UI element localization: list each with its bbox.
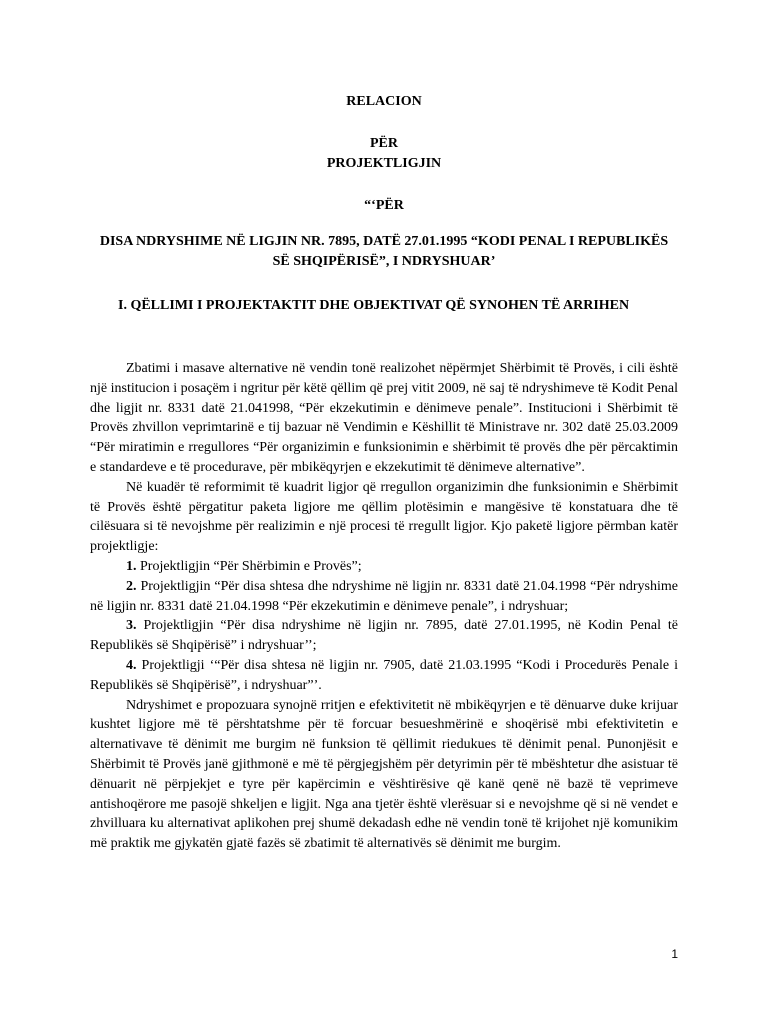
page-number: 1 [671, 947, 678, 961]
paragraph: Në kuadër të reformimit të kuadrit ligjor që rregullon organizimin dhe funksionimin e Shërbimit të Provës është përgatitur paketa ligjore me qëllim plotësimin e mangësive të konstatuara dhe të cilësuara si të nevojshme për realizimin e një procesi të rregullt ligjor. Kjo paketë ligjore përmban katër projektligje: [90, 479, 678, 555]
list-item [90, 616, 678, 656]
list-item-text: Projektligjin “Për Shërbimin e Provës”; [140, 558, 362, 574]
document-title: RELACION [346, 94, 422, 109]
title-line-projektligjin: PROJEKTLIGJIN [326, 156, 442, 171]
list-item-text: Projektligjin “Për disa shtesa dhe ndryshime në ligjin nr. 8331 datë 21.04.1998 “Për ndryshime në ligjin nr. 8331 datë 21.04.1998 “Për ekzekutimin e dënimeve penale”, i ndryshuar; [90, 578, 678, 614]
section-heading: I. QËLLIMI I PROJEKTAKTIT DHE OBJEKTIVAT QË SYNOHEN TË ARRIHEN [118, 298, 630, 313]
document-body [90, 359, 678, 854]
list-item-number: 2. [126, 578, 137, 594]
list-item [90, 577, 678, 617]
title-line-quote-per: “‘PËR [364, 198, 404, 213]
list-item [90, 656, 678, 696]
list-item-text: Projektligji ‘“Për disa shtesa në ligjin nr. 7905, datë 21.03.1995 “Kodi i Procedurës Penale i Republikës së Shqipërisë”, i ndryshuar”’. [90, 657, 678, 693]
title-line-per: PËR [370, 136, 398, 151]
list-item-number: 3. [126, 618, 137, 634]
list-item-number: 4. [126, 657, 137, 673]
list-item-number: 1. [126, 558, 137, 574]
list-item-text: Projektligjin “Për disa ndryshime në ligjin nr. 7895, datë 27.01.1995, në Kodin Penal të Republikës së Shqipërisë” i ndryshuar’’; [90, 618, 678, 654]
paragraph: Ndryshimet e propozuara synojnë rritjen e efektivitetit në mbikëqyrjen e të dënuarve duke krijuar kushtet ligjore më të përshtatshme për të forcuar besueshmërinë e shoqërisë mbi efektivitetin e alternativave të dënimit me burgim në funksion të qëllimit riedukues të dënimit penal. Punonjësit e Shërbimit të Provës janë gjithmonë e më të përgjegjshëm për detyrimin për të mbështetur dhe asistuar të dënuarit në përpjekjet e tyre për kapërcimin e vështirësive që kanë qenë në bazë të veprimeve antishoqërore me pasojë shkeljen e ligjit. Nga ana tjetër është vlerësuar si e nevojshme që si në vendet e zhvilluara ku alternativat aplikohen prej shumë dekadash edhe në vendin tonë të krijohet një komunikim më praktik me gjykatën gjatë fazës së zbatimit të alternativës së dënimit me burgim. [90, 697, 678, 852]
list-item [90, 557, 678, 577]
paragraph: Zbatimi i masave alternative në vendin tonë realizohet nëpërmjet Shërbimit të Provës, i cili është një institucion i posaçëm i ngritur për këtë qëllim që prej vitit 2009, në saj të ndryshimeve të Kodit Penal dhe ligjit nr. 8331 datë 21.041998, “Për ekzekutimin e dënimeve penale”. Institucioni i Shërbimit të Provës zhvillon veprimtarinë e tij bazuar në Vendimin e Këshillit të Ministrave nr. 302 datë 25.03.2009 “Për miratimin e rregullores “Për organizimin e funksionimin e shërbimit të provës dhe për përcaktimin e standardeve e të procedurave, për mbikëqyrjen e ekzekutimit të dënimeve alternative”. [90, 361, 678, 475]
title-subject: DISA NDRYSHIME NË LIGJIN NR. 7895, DATË 27.01.1995 “KODI PENAL I REPUBLIKËS SË SHQIPËRISË”, I NDRYSHUAR’ [99, 234, 669, 269]
